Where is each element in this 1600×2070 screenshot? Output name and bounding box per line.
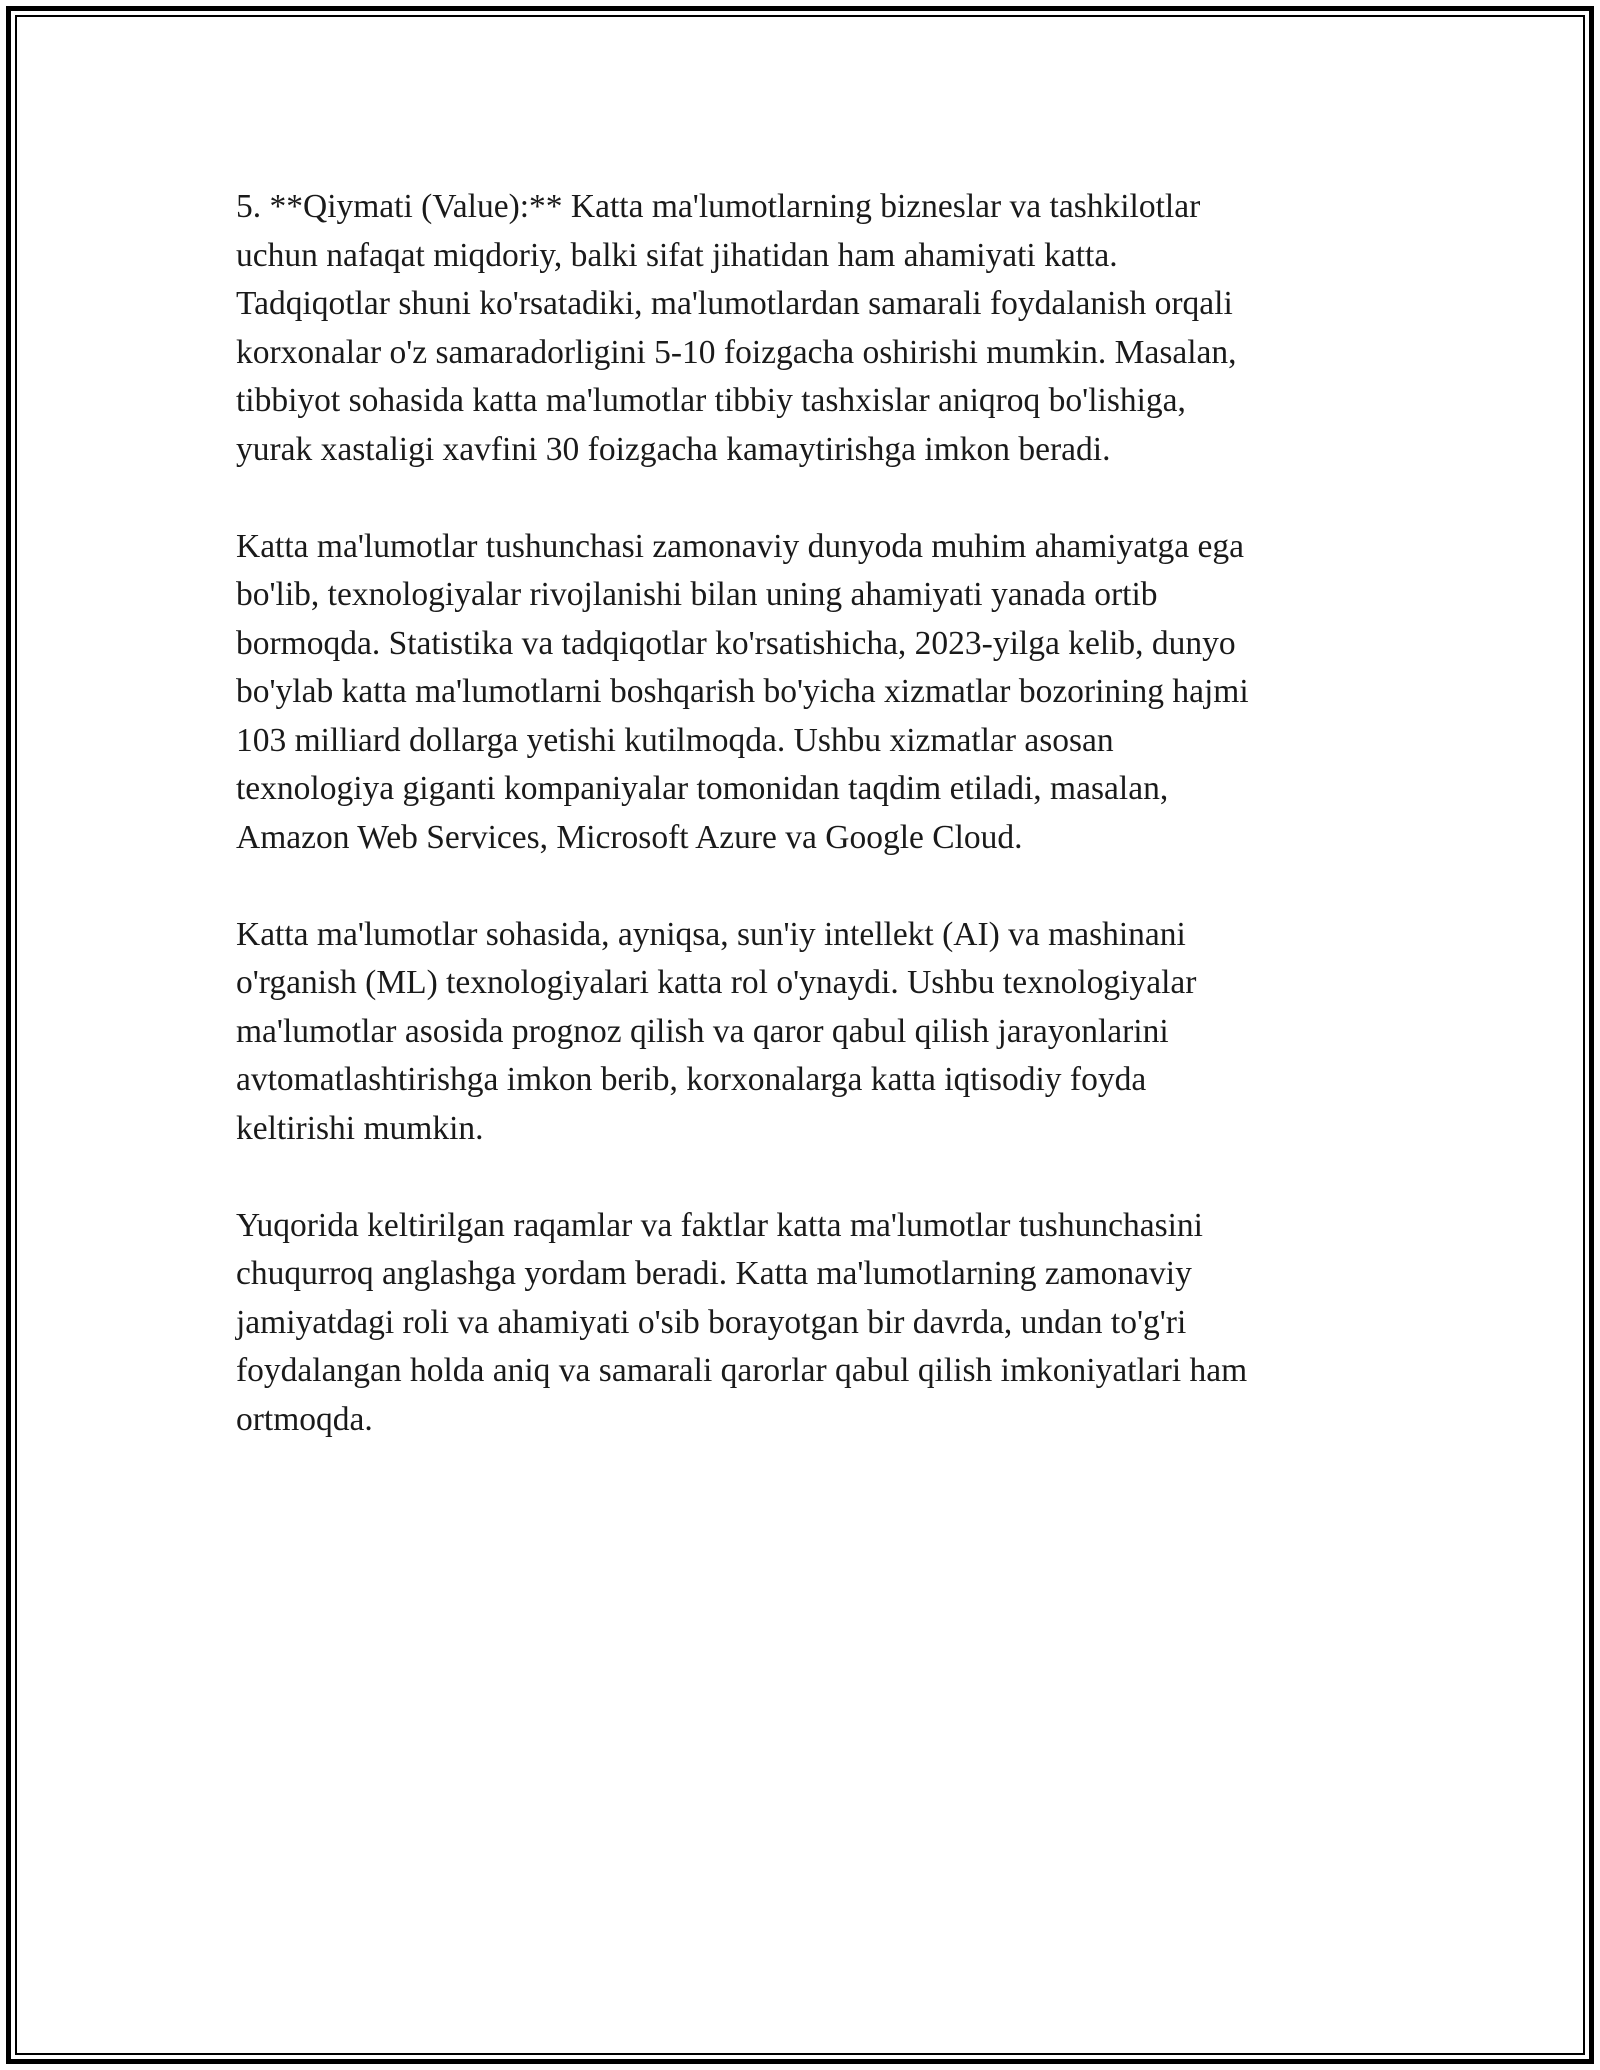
paragraph-value: 5. **Qiymati (Value):** Katta ma'lumotlarning bizneslar va tashkilotlar uchun nafaqat miqdoriy, balki sifat jihatidan ham ahamiyati katta. Tadqiqotlar shuni ko'rsatadiki, ma'lumotlardan samarali foydalanish orqali korxonalar o'z samaradorligini 5-10 foizgacha oshirishi mumkin. Masalan, tibbiyot sohasida katta ma'lumotlar tibbiy tashxislar aniqroq bo'lishiga, yurak xastaligi xavfini 30 foizgacha kamaytirishga imkon beradi.	[236, 188, 1237, 468]
paragraph-ai-ml: Katta ma'lumotlar sohasida, ayniqsa, sun'iy intellekt (AI) va mashinani o'rganish (ML) texnologiyalari katta rol o'ynaydi. Ushbu texnologiyalar ma'lumotlar asosida prognoz qilish va qaror qabul qilish jarayonlarini avtomatlashtirishga imkon berib, korxonalarga katta iqtisodiy foyda keltirishi mumkin.	[236, 915, 1197, 1147]
paragraph-conclusion: Yuqorida keltirilgan raqamlar va faktlar katta ma'lumotlar tushunchasini chuqurroq anglashga yordam beradi. Katta ma'lumotlarning zamonaviy jamiyatdagi roli va ahamiyati o'sib borayotgan bir davrda, undan to'g'ri foydalangan holda aniq va samarali qarorlar qabul qilish imkoniyatlari ham ortmoqda.	[236, 1206, 1248, 1438]
document-body	[236, 183, 1366, 1493]
paragraph-big-data-concept: Katta ma'lumotlar tushunchasi zamonaviy dunyoda muhim ahamiyatga ega bo'lib, texnologiyalar rivojlanishi bilan uning ahamiyati yanada ortib bormoqda. Statistika va tadqiqotlar ko'rsatishicha, 2023-yilga kelib, dunyo bo'ylab katta ma'lumotlarni boshqarish bo'yicha xizmatlar bozorining hajmi 103 milliard dollarga yetishi kutilmoqda. Ushbu xizmatlar asosan texnologiya giganti kompaniyalar tomonidan taqdim etiladi, masalan, Amazon Web Services, Microsoft Azure va Google Cloud.	[236, 527, 1249, 856]
